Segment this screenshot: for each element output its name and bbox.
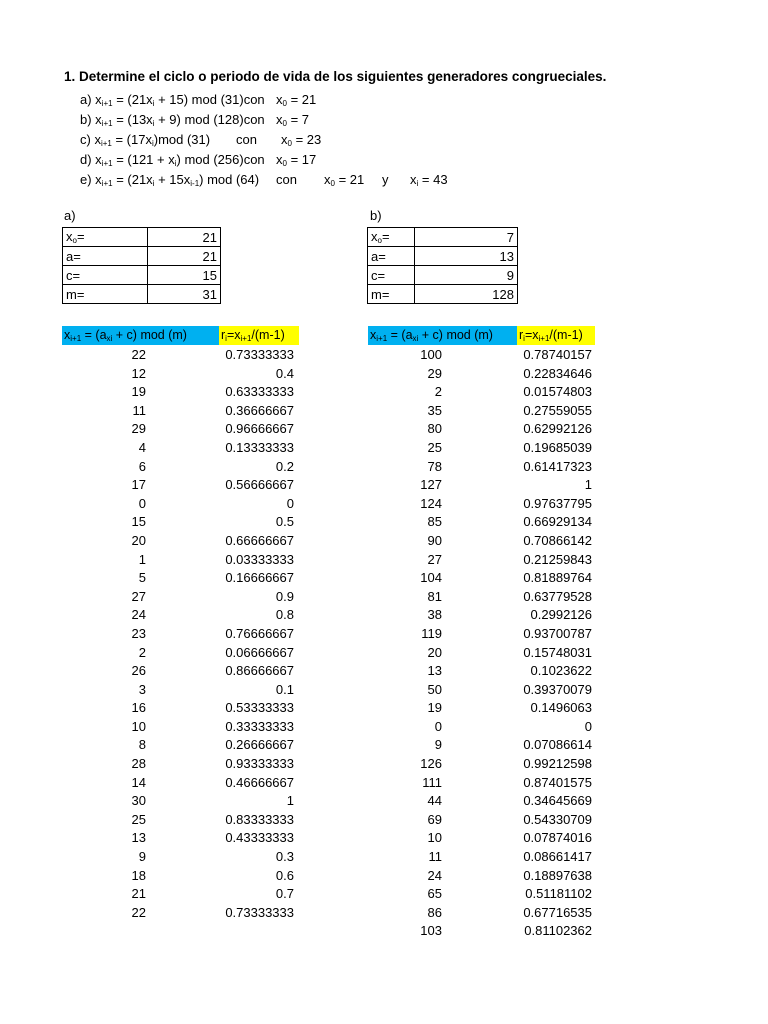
table-cell-r: 0.43333333	[225, 830, 294, 846]
param-key: a=	[368, 247, 415, 266]
param-value: 21	[148, 228, 221, 247]
table-cell-x: 16	[131, 700, 146, 716]
table-cell-r: 0.6	[275, 867, 294, 883]
table-cell-r: 0.07874016	[523, 830, 592, 846]
problem-b: b) $x_{i+1} = (13x_i + 9)$ mod (128)con $x_0 = 7$	[80, 112, 309, 128]
table-cell-r: 0.73333333	[225, 347, 294, 362]
table-cell-r: 0.01574803	[523, 384, 592, 400]
table-cell-x: 22	[131, 347, 146, 362]
table-cell-r: 0.62992126	[523, 421, 592, 437]
param-value: 13	[415, 247, 518, 266]
table-cell-x: 25	[427, 439, 442, 455]
table-cell-r: 0.78740157	[523, 347, 592, 362]
table-cell-r: 0.39370079	[523, 681, 592, 697]
table-cell-r: 0.06666667	[225, 644, 294, 660]
table-cell-r: 0.21259843	[523, 551, 592, 567]
table-cell-x: 80	[427, 421, 442, 437]
table-cell-r: 0.15748031	[523, 644, 592, 660]
section-b-r-column	[496, 346, 592, 941]
param-row	[63, 228, 221, 247]
table-cell-r: 0.7	[275, 886, 294, 902]
table-cell-x: 78	[427, 458, 442, 474]
table-cell-r: 0.73333333	[225, 904, 294, 920]
table-cell-r: 0.76666667	[225, 625, 294, 641]
table-cell-r: 0.07086614	[523, 737, 592, 753]
param-row	[63, 266, 221, 285]
param-value: 15	[148, 266, 221, 285]
table-cell-x: 21	[131, 886, 146, 902]
table-cell-r: 0.19685039	[523, 439, 592, 455]
table-cell-x: 20	[427, 644, 442, 660]
table-cell-r: 0.93333333	[225, 756, 294, 772]
table-cell-x: 126	[420, 756, 442, 772]
table-cell-x: 11	[428, 849, 442, 865]
table-cell-x: 0	[434, 718, 442, 734]
table-cell-x: 127	[420, 477, 442, 493]
table-cell-x: 9	[138, 849, 146, 865]
table-cell-x: 29	[427, 365, 442, 381]
table-cell-x: 20	[131, 532, 146, 548]
table-cell-r: 0.66666667	[225, 532, 294, 548]
table-cell-r: 0	[584, 718, 592, 734]
table-cell-r: 0.81889764	[523, 570, 592, 586]
table-cell-r: 0.5	[275, 514, 294, 530]
table-cell-r: 0.9	[275, 588, 294, 604]
table-cell-x: 2	[138, 644, 146, 660]
table-cell-r: 0.63333333	[225, 384, 294, 400]
table-cell-r: 0	[286, 495, 294, 511]
table-cell-r: 0.93700787	[523, 625, 592, 641]
param-value: 31	[148, 285, 221, 304]
param-value: 128	[415, 285, 518, 304]
table-cell-x: 29	[131, 421, 146, 437]
table-cell-r: 0.56666667	[225, 477, 294, 493]
table-cell-r: 0.86666667	[225, 663, 294, 679]
table-cell-x: 90	[427, 532, 442, 548]
table-cell-x: 23	[131, 625, 146, 641]
table-cell-r: 0.13333333	[225, 439, 294, 455]
table-cell-x: 103	[420, 923, 442, 939]
table-cell-r: 0.83333333	[225, 811, 294, 827]
table-cell-x: 12	[131, 365, 146, 381]
table-cell-r: 0.46666667	[225, 774, 294, 790]
param-key: m=	[368, 285, 415, 304]
table-cell-x: 25	[131, 811, 146, 827]
table-cell-r: 0.1	[275, 681, 294, 697]
param-key: m=	[63, 285, 148, 304]
table-cell-x: 28	[131, 756, 146, 772]
table-cell-x: 50	[427, 681, 442, 697]
section-a-x-column	[62, 346, 146, 922]
table-cell-x: 11	[132, 402, 146, 418]
table-cell-r: 0.96666667	[225, 421, 294, 437]
table-cell-x: 35	[427, 402, 442, 418]
table-cell-x: 86	[427, 904, 442, 920]
table-cell-x: 1	[138, 551, 146, 567]
table-cell-r: 0.3	[275, 849, 294, 865]
table-cell-r: 0.16666667	[225, 570, 294, 586]
table-cell-r: 0.66929134	[523, 514, 592, 530]
table-cell-r: 0.03333333	[225, 551, 294, 567]
table-cell-r: 0.81102362	[524, 923, 592, 939]
param-value: 21	[148, 247, 221, 266]
table-cell-x: 38	[427, 607, 442, 623]
table-cell-r: 0.87401575	[523, 774, 592, 790]
table-cell-r: 0.18897638	[523, 867, 592, 883]
param-row	[63, 285, 221, 304]
param-value: 7	[415, 228, 518, 247]
table-cell-x: 13	[427, 663, 442, 679]
table-cell-r: 0.1496063	[530, 700, 592, 716]
table-cell-x: 2	[434, 384, 442, 400]
table-cell-x: 111	[422, 774, 442, 790]
table-cell-x: 24	[131, 607, 146, 623]
param-row	[368, 247, 518, 266]
table-cell-r: 0.22834646	[523, 365, 592, 381]
table-cell-x: 18	[131, 867, 146, 883]
table-cell-x: 5	[138, 570, 146, 586]
table-cell-x: 26	[131, 663, 146, 679]
table-cell-x: 15	[131, 514, 146, 530]
table-cell-x: 14	[131, 774, 146, 790]
table-cell-r: 0.36666667	[225, 402, 294, 418]
table-cell-r: 0.70866142	[523, 532, 592, 548]
section-a-label: a)	[64, 208, 76, 223]
table-cell-r: 0.27559055	[523, 402, 592, 418]
table-cell-x: 30	[131, 793, 146, 809]
table-cell-x: 10	[131, 718, 146, 734]
table-cell-r: 0.08661417	[523, 849, 592, 865]
section-a-header-x: $x_{i+1} = (a_{xi} + c)$ mod (m)	[62, 326, 219, 345]
section-b-params-table	[367, 227, 518, 304]
table-cell-r: 0.4	[275, 365, 294, 381]
table-cell-r: 0.63779528	[523, 588, 592, 604]
table-cell-x: 9	[434, 737, 442, 753]
table-cell-r: 0.1023622	[530, 663, 592, 679]
table-cell-r: 0.2992126	[530, 607, 592, 623]
table-cell-x: 27	[427, 551, 442, 567]
table-cell-x: 10	[427, 830, 442, 846]
section-b-header-x: $x_{i+1} = (a_{xi} + c)$ mod (m)	[368, 326, 517, 345]
table-cell-x: 104	[420, 570, 442, 586]
section-b-label: b)	[370, 208, 382, 223]
param-key: c=	[63, 266, 148, 285]
table-cell-x: 19	[427, 700, 442, 716]
table-cell-r: 0.61417323	[523, 458, 592, 474]
param-key: c=	[368, 266, 415, 285]
table-cell-x: 17	[131, 477, 146, 493]
section-a-r-column	[200, 346, 294, 922]
table-cell-x: 69	[427, 811, 442, 827]
table-cell-r: 0.97637795	[523, 495, 592, 511]
table-cell-x: 0	[138, 495, 146, 511]
table-cell-x: 19	[131, 384, 146, 400]
table-cell-r: 0.51181102	[525, 886, 592, 902]
table-cell-r: 0.67716535	[523, 904, 592, 920]
table-cell-x: 124	[420, 495, 442, 511]
param-row	[368, 266, 518, 285]
table-cell-x: 6	[138, 458, 146, 474]
table-cell-r: 0.2	[275, 458, 294, 474]
table-cell-r: 0.33333333	[225, 718, 294, 734]
table-cell-r: 1	[584, 477, 592, 493]
param-key: $x_o=$	[368, 228, 415, 247]
table-cell-x: 13	[131, 830, 146, 846]
table-cell-x: 22	[131, 904, 146, 920]
param-value: 9	[415, 266, 518, 285]
page-title: 1. Determine el ciclo o periodo de vida de los siguientes generadores congrueciales.	[64, 69, 607, 84]
problem-d: d) $x_{i+1} = (121 + x_i)$ mod (256)con $x_0 = 17$	[80, 152, 317, 168]
table-cell-r: 0.8	[275, 607, 294, 623]
table-cell-x: 27	[131, 588, 146, 604]
problem-list	[0, 92, 768, 192]
table-cell-r: 0.99212598	[523, 756, 592, 772]
param-row	[63, 247, 221, 266]
table-cell-r: 0.26666667	[225, 737, 294, 753]
table-cell-r: 0.53333333	[225, 700, 294, 716]
param-key: $x_o=$	[63, 228, 148, 247]
section-b-x-column	[368, 346, 442, 941]
param-key: a=	[63, 247, 148, 266]
table-cell-r: 1	[286, 793, 294, 809]
problem-c: c) $x_{i+1} = (17x_i)mod$ (31) con $x_0 = 23$	[80, 132, 322, 148]
table-cell-x: 3	[138, 681, 146, 697]
section-a-params-table	[62, 227, 221, 304]
param-row	[368, 285, 518, 304]
section-b-header-r: $r_i=x_{i+1}/(m-1)$	[517, 326, 595, 345]
table-cell-x: 24	[427, 867, 442, 883]
table-cell-r: 0.54330709	[523, 811, 592, 827]
table-cell-x: 85	[427, 514, 442, 530]
table-cell-x: 8	[138, 737, 146, 753]
table-cell-r: 0.34645669	[523, 793, 592, 809]
table-cell-x: 100	[420, 347, 442, 362]
table-cell-x: 44	[427, 793, 442, 809]
table-cell-x: 81	[427, 588, 442, 604]
param-row	[368, 228, 518, 247]
problem-a: a) $x_{i+1} = (21x_i + 15)$ mod (31)con $x_0 = 21$	[80, 92, 317, 108]
table-cell-x: 65	[427, 886, 442, 902]
section-a-header-r: $r_i=x_{i+1}/(m-1)$	[219, 326, 299, 345]
problem-e: e) $x_{i+1} = (21x_i + 15x_{i-1})$ mod (64) con $x_0 = 21$ y $x_i = 43$	[80, 172, 448, 188]
table-cell-x: 4	[138, 439, 146, 455]
table-cell-x: 119	[421, 625, 442, 641]
